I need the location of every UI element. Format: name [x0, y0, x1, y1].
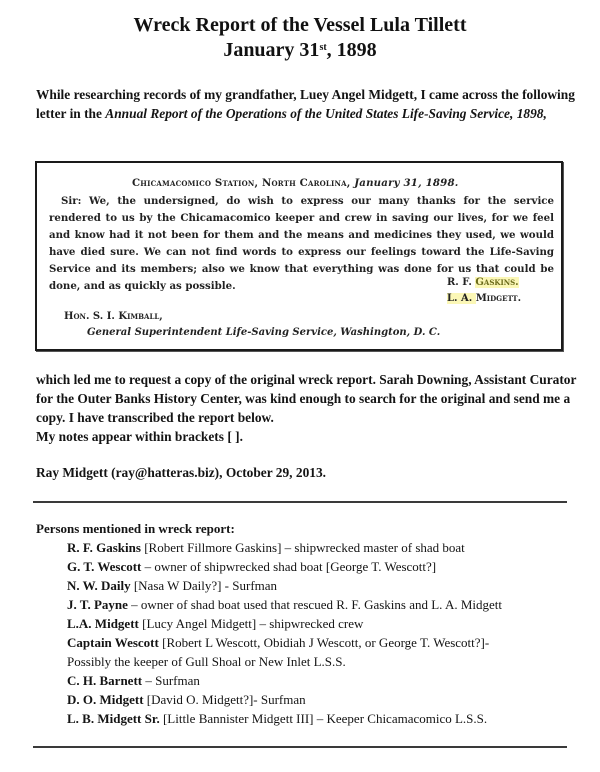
signature-surname: Midgett.	[475, 293, 522, 304]
person-name: L.A. Midgett	[67, 616, 139, 631]
person-desc: [David O. Midgett?]- Surfman	[143, 692, 306, 707]
signature-initials: L. A.	[447, 293, 476, 304]
intro-paragraph	[36, 86, 576, 123]
date-suffix: , 1898	[326, 39, 377, 61]
list-item	[67, 690, 587, 709]
person-desc: [Little Bannister Midgett III] – Keeper Chicamacomico L.S.S.	[159, 711, 488, 726]
person-name: L. B. Midgett Sr.	[67, 711, 160, 726]
letter-station: Chicamacomico Station, North Carolina,	[132, 177, 351, 189]
person-desc: Possibly the keeper of Gull Shoal or New Inlet L.S.S.	[67, 654, 346, 669]
persons-list	[67, 538, 587, 728]
report-title-italic: Annual Report of the Operations of the United States Life-Saving Service, 1898,	[105, 105, 547, 121]
list-item	[67, 709, 587, 728]
letter-addressee-title: General Superintendent Life-Saving Service, Washington, D. C.	[87, 327, 441, 338]
author-byline: Ray Midgett (ray@hatteras.biz), October 29, 2013.	[36, 465, 327, 480]
follow-up-text: which led me to request a copy of the original wreck report. Sarah Downing, Assistant Curator for the Outer Banks History Center, was kind enough to search for the original and send me a copy. I have transcribed the report below.	[36, 372, 577, 425]
letter-date: January 31, 1898.	[354, 177, 459, 189]
letter-body-text: Sir: We, the undersigned, do wish to express our many thanks for the service rendered to us by the Chicamacomico keeper and crew in saving our lives, for we feel and know had it not been for them and the means and medicines they used, we would have died sure. We can not find words to express our feelings toward the Life-Saving Service and its members; also we know that everything was done for us that could be done, and as quickly as possible.	[49, 195, 554, 292]
follow-up-paragraph	[36, 370, 581, 446]
letter-addressee: Hon. S. I. Kimball,	[64, 311, 163, 322]
list-item	[67, 671, 587, 690]
list-item	[67, 614, 587, 633]
signature-midgett	[447, 293, 521, 304]
list-item	[67, 633, 587, 652]
horizontal-rule	[33, 501, 567, 503]
signature-gaskins	[447, 277, 519, 288]
letter-heading	[132, 175, 552, 192]
person-desc: [Nasa W Daily?] - Surfman	[130, 578, 278, 593]
person-desc: – owner of shad boat used that rescued R. F. Gaskins and L. A. Midgett	[127, 597, 503, 612]
person-name: D. O. Midgett	[67, 692, 144, 707]
person-name: Captain Wescott	[67, 635, 159, 650]
letter-excerpt-box	[35, 161, 563, 351]
person-desc: [Robert L Wescott, Obidiah J Wescott, or George T. Wescott?]-	[158, 635, 490, 650]
signature-surname-highlighted: Gaskins.	[475, 277, 519, 288]
person-desc: [Lucy Angel Midgett] – shipwrecked crew	[138, 616, 364, 631]
list-item	[67, 538, 587, 557]
person-name: R. F. Gaskins	[67, 540, 141, 555]
date-prefix: January 31	[223, 39, 320, 61]
person-desc: – Surfman	[142, 673, 200, 688]
person-desc: [Robert Fillmore Gaskins] – shipwrecked master of shad boat	[140, 540, 465, 555]
date-ordinal: st	[319, 42, 327, 53]
document-date	[0, 38, 600, 62]
notes-line: My notes appear within brackets [ ].	[36, 429, 243, 444]
horizontal-rule	[33, 746, 567, 748]
list-item	[67, 576, 587, 595]
document-title: Wreck Report of the Vessel Lula Tillett	[133, 14, 467, 36]
person-name: G. T. Wescott	[67, 559, 142, 574]
persons-heading: Persons mentioned in wreck report:	[36, 521, 235, 536]
person-name: J. T. Payne	[67, 597, 128, 612]
person-name: N. W. Daily	[67, 578, 131, 593]
list-item	[67, 595, 587, 614]
list-item	[67, 557, 587, 576]
person-name: C. H. Barnett	[67, 673, 143, 688]
list-item-continuation	[67, 652, 587, 671]
signature-initials: R. F.	[447, 277, 476, 288]
person-desc: – owner of shipwrecked shad boat [George T. Wescott?]	[141, 559, 437, 574]
intro-text: While researching records of my grandfather, Luey Angel Midgett, I came across the following letter in the	[36, 87, 575, 121]
